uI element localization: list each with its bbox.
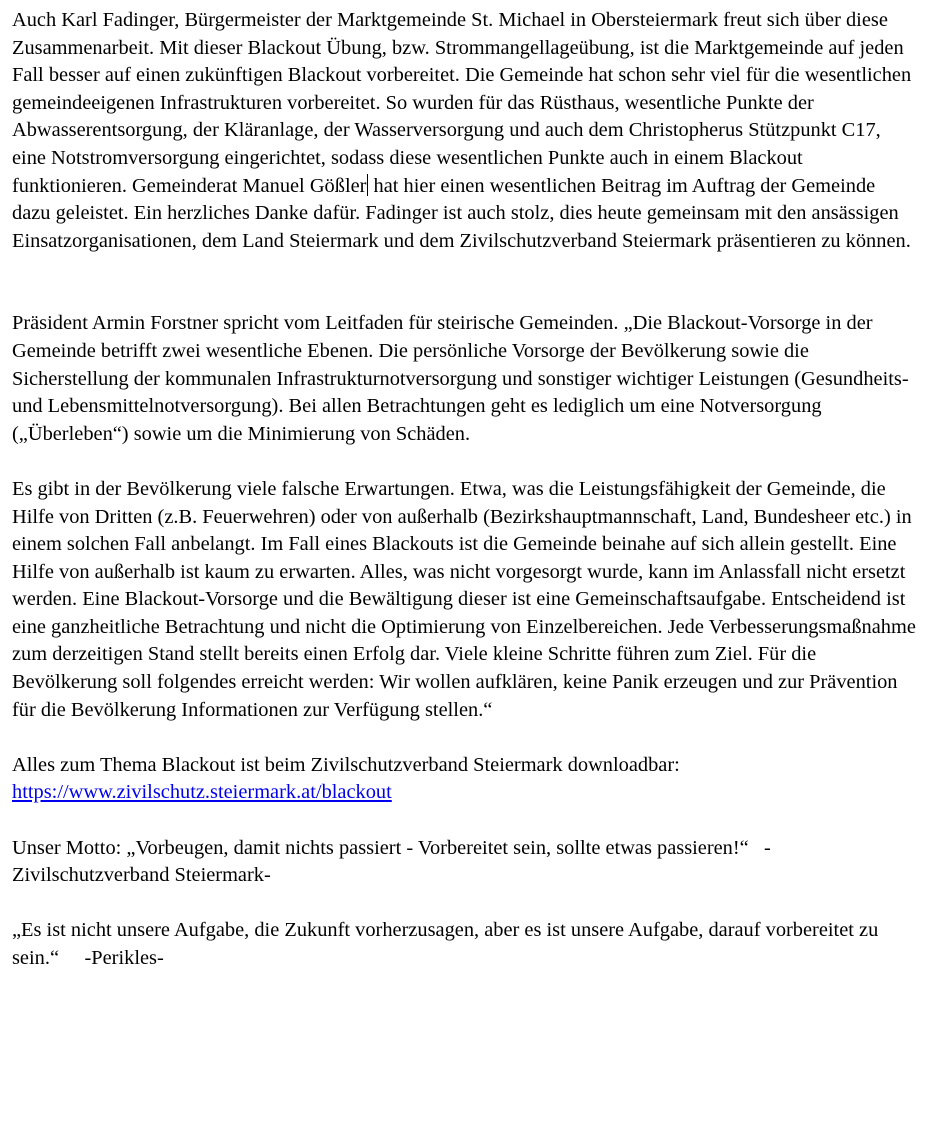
spacer bbox=[12, 890, 918, 918]
perikles-quote: „Es ist nicht unsere Aufgabe, die Zukunft vorherzusagen, aber es ist unsere Aufgabe, darauf vorbereitet zu sein.“ bbox=[12, 919, 879, 969]
motto-attribution: - Zivilschutzverband Steiermark- bbox=[12, 836, 771, 887]
motto-quote: Unser Motto: „Vorbeugen, damit nichts passiert - Vorbereitet sein, sollte etwas passieren!“ bbox=[12, 836, 749, 859]
spacer bbox=[12, 448, 918, 476]
paragraph-download bbox=[12, 752, 918, 807]
paragraph-fadinger-text-1: Auch Karl Fadinger, Bürgermeister der Marktgemeinde St. Michael in Obersteiermark freut sich über diese Zusammenarbeit. Mit dieser Blackout Übung, bzw. Strommangellageübung, ist die Marktgemeinde auf jeden Fall besser auf einen zukünftigen Blackout vorbereitet. Die Gemeinde hat schon sehr viel für die wesentlichen gemeindeeigenen Infrastrukturen vorbereitet. So wurden für das Rüsthaus, wesentliche Punkte der Abwasserentsorgung, der Kläranlage, der Wasserversorgung und auch dem Christopherus Stützpunkt C17, eine Notstromversorgung eingerichtet, sodass diese wesentlichen Punkte auch in einem Blackout funktionieren. Gemeinderat Manuel Gößler bbox=[12, 9, 912, 197]
spacer bbox=[12, 807, 918, 835]
paragraph-forstner: Präsident Armin Forstner spricht vom Leitfaden für steirische Gemeinden. „Die Blackout-Vorsorge in der Gemeinde betrifft zwei wesentliche Ebenen. Die persönliche Vorsorge der Bevölkerung sowie die Sicherstellung der kommunalen Infrastrukturnotversorgung und sonstiger wichtiger Leistungen (Gesundheits- und Lebensmittelnotversorgung). Bei allen Betrachtungen geht es lediglich um eine Notversorgung („Überleben“) sowie um die Minimierung von Schäden. bbox=[12, 312, 909, 445]
paragraph-fadinger-text-2: hat hier einen wesentlichen Beitrag im Auftrag der Gemeinde dazu geleistet. Ein herzliches Danke dafür. Fadinger ist auch stolz, dies heute gemeinsam mit den ansässigen Einsatzorganisationen, dem Land Steiermark und dem Zivilschutzverband Steiermark präsentieren zu können. bbox=[12, 174, 911, 252]
paragraph-motto bbox=[12, 835, 918, 890]
spacer bbox=[12, 255, 918, 310]
spacer bbox=[12, 724, 918, 752]
paragraph-expectations: Es gibt in der Bevölkerung viele falsche Erwartungen. Etwa, was die Leistungsfähigkeit der Gemeinde, die Hilfe von Dritten (z.B. Feuerwehren) oder von außerhalb (Bezirkshauptmannschaft, Land, Bundesheer etc.) in einem solchen Fall anbelangt. Im Fall eines Blackouts ist die Gemeinde beinahe auf sich allein gestellt. Eine Hilfe von außerhalb ist kaum zu erwarten. Alles, was nicht vorgesorgt wurde, kann im Anlassfall nicht ersetzt werden. Eine Blackout-Vorsorge und die Bewältigung dieser ist eine Gemeinschaftsaufgabe. Entscheidend ist eine ganzheitliche Betrachtung und nicht die Optimierung von Einzelbereichen. Jede Verbesserungsmaßnahme zum derzeitigen Stand stellt bereits einen Erfolg dar. Viele kleine Schritte führen zum Ziel. Für die Bevölkerung soll folgendes erreicht werden: Wir wollen aufklären, keine Panik erzeugen und zur Prävention für die Bevölkerung Informationen zur Verfügung stellen.“ bbox=[12, 477, 916, 721]
perikles-attribution: -Perikles- bbox=[84, 947, 164, 969]
download-text: Alles zum Thema Blackout ist beim Zivilschutzverband Steiermark downloadbar: bbox=[12, 753, 680, 776]
paragraph-perikles bbox=[12, 917, 918, 972]
paragraph-fadinger bbox=[12, 7, 918, 255]
document-page bbox=[12, 7, 918, 973]
blackout-link[interactable]: https://www.zivilschutz.steiermark.at/blackout bbox=[12, 781, 392, 804]
